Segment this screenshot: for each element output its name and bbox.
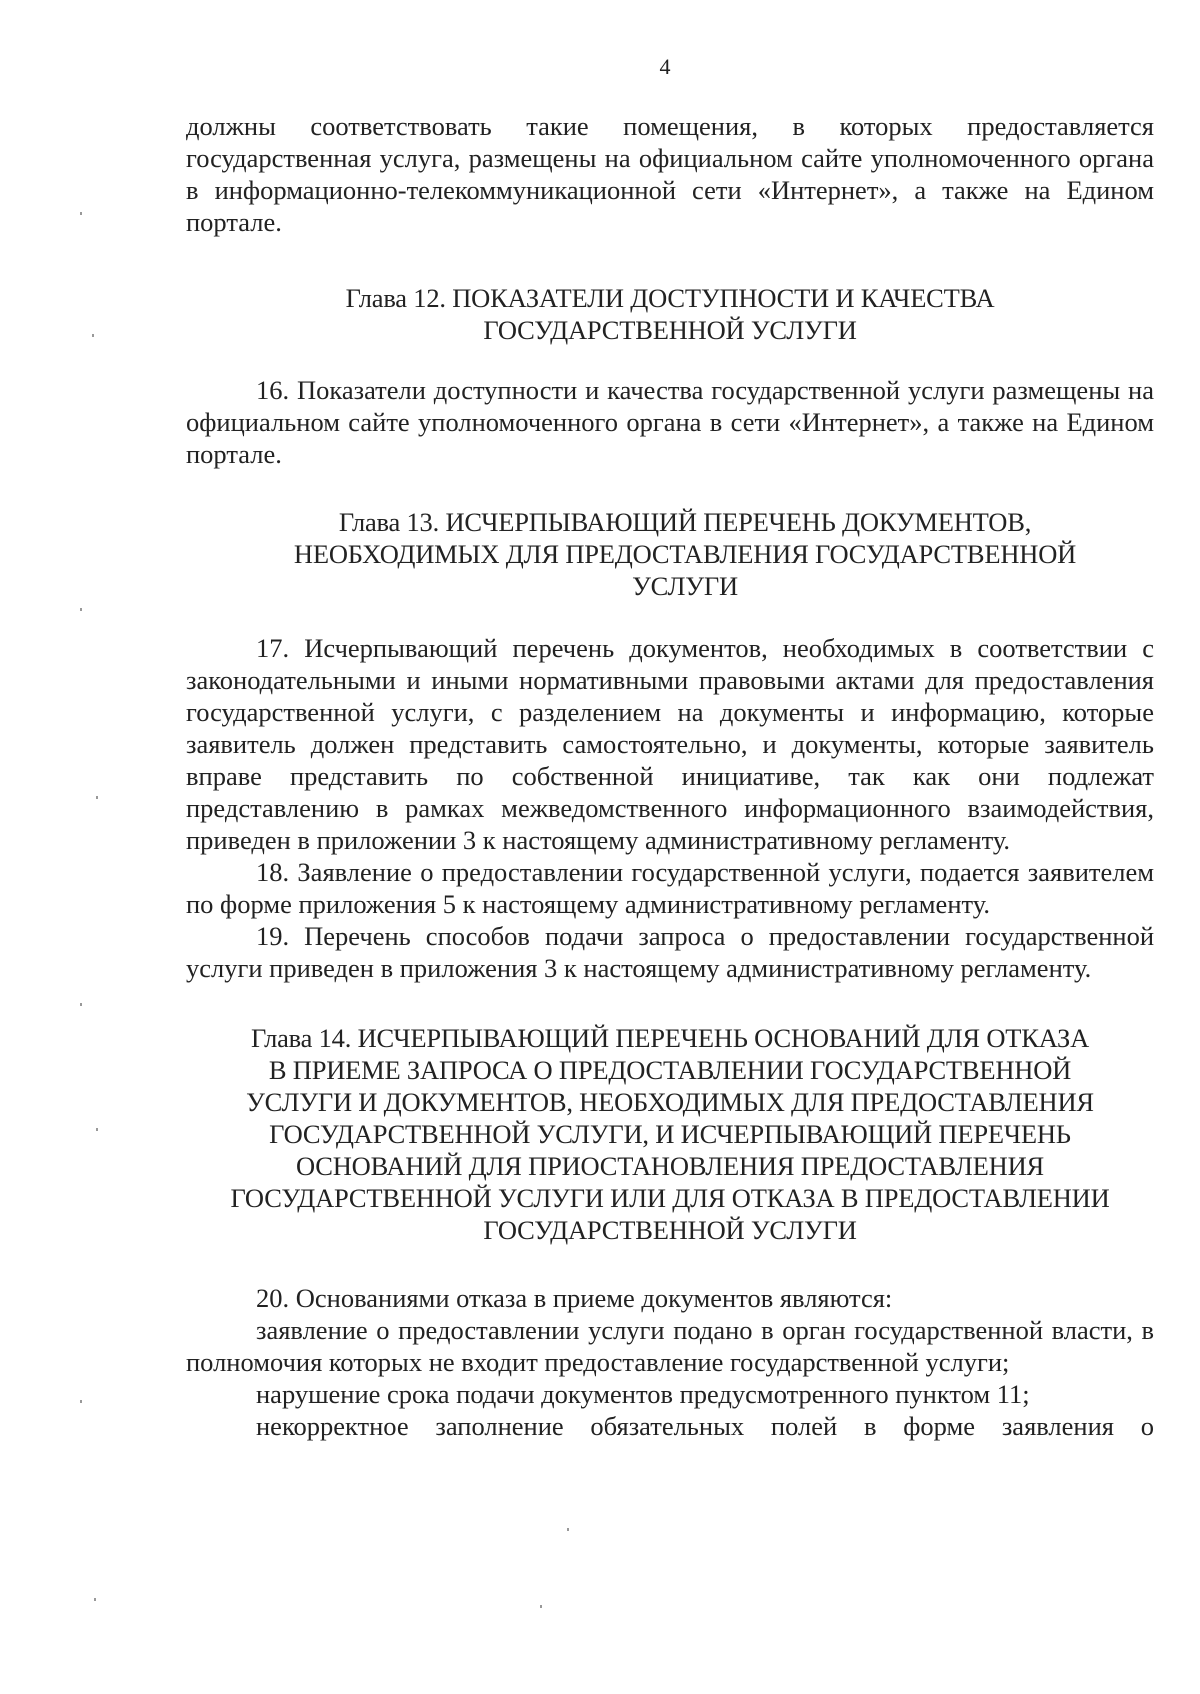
chapter-14-title-line: Глава 14. ИСЧЕРПЫВАЮЩИЙ ПЕРЕЧЕНЬ ОСНОВАНИЙ ДЛЯ ОТКАЗА (250, 1023, 1090, 1053)
page-number: 4 (659, 54, 671, 79)
paragraph-20-item: нарушение срока подачи документов предусмотренного пунктом 11; (256, 1379, 1030, 1409)
chapter-14-title-line: ГОСУДАРСТВЕННОЙ УСЛУГИ, И ИСЧЕРПЫВАЮЩИЙ ПЕРЕЧЕНЬ (269, 1119, 1071, 1149)
scan-speck (567, 1528, 569, 1531)
document-body (186, 110, 1154, 1442)
intro-paragraph: должны соответствовать такие помещения, в которых предоставляется государственная услуга, размещены на официальном сайте уполномоченного органа в информационно-телекоммуникационной сети «Интернет», а также на Едином портале. (186, 111, 1154, 237)
chapter-12-heading (186, 282, 1154, 346)
scan-speck (80, 212, 82, 215)
paragraph-20-item: некорректное заполнение обязательных полей в форме заявления о (256, 1411, 1154, 1441)
paragraph-20-item: заявление о предоставлении услуги подано в орган государственной власти, в полномочия которых не входит предоставление государственной услуги; (186, 1315, 1154, 1377)
chapter-14-title-line: В ПРИЕМЕ ЗАПРОСА О ПРЕДОСТАВЛЕНИИ ГОСУДАРСТВЕННОЙ (268, 1055, 1072, 1085)
paragraph-18: 18. Заявление о предоставлении государственной услуги, подается заявителем по форме приложения 5 к настоящему административному регламенту. (186, 857, 1154, 919)
paragraph-16: 16. Показатели доступности и качества государственной услуги размещены на официальном сайте уполномоченного органа в сети «Интернет», а также на Едином портале. (186, 375, 1154, 469)
scan-speck (540, 1605, 542, 1608)
scan-speck (80, 608, 82, 611)
chapter-13-title-line: Глава 13. ИСЧЕРПЫВАЮЩИЙ ПЕРЕЧЕНЬ ДОКУМЕНТОВ, (338, 507, 1032, 537)
chapter-12-title-line: ГОСУДАРСТВЕННОЙ УСЛУГИ (483, 315, 857, 345)
scan-speck (96, 1128, 98, 1131)
chapter-13-title-line: НЕОБХОДИМЫХ ДЛЯ ПРЕДОСТАВЛЕНИЯ ГОСУДАРСТВЕННОЙ (293, 539, 1077, 569)
chapter-14-title-line: ОСНОВАНИЙ ДЛЯ ПРИОСТАНОВЛЕНИЯ ПРЕДОСТАВЛЕНИЯ (295, 1151, 1045, 1181)
paragraph-17: 17. Исчерпывающий перечень документов, необходимых в соответствии с законодательными и иными нормативными правовыми актами для предоставления государственной услуги, с разделением на документы и информацию, которые заявитель должен представить самостоятельно, и документы, которые заявитель вправе представить по собственной инициативе, так как они подлежат представлению в рамках межведомственного информационного взаимодействия, приведен в приложении 3 к настоящему административному регламенту. (186, 633, 1154, 855)
scan-speck (94, 1598, 96, 1601)
chapter-14-title-line: ГОСУДАРСТВЕННОЙ УСЛУГИ (483, 1215, 857, 1245)
paragraph-19: 19. Перечень способов подачи запроса о предоставлении государственной услуги приведен в приложения 3 к настоящему административному регламенту. (186, 921, 1154, 983)
scan-speck (80, 1003, 82, 1006)
scan-speck (80, 1400, 82, 1403)
scan-speck (96, 796, 98, 799)
paragraph-20: 20. Основаниями отказа в приеме документов являются: (256, 1283, 893, 1313)
chapter-14-title-line: УСЛУГИ И ДОКУМЕНТОВ, НЕОБХОДИМЫХ ДЛЯ ПРЕДОСТАВЛЕНИЯ (246, 1087, 1094, 1117)
chapter-12-title-line: Глава 12. ПОКАЗАТЕЛИ ДОСТУПНОСТИ И КАЧЕСТВА (345, 283, 995, 313)
chapter-13-title-line: УСЛУГИ (632, 571, 738, 601)
chapter-14-title-line: ГОСУДАРСТВЕННОЙ УСЛУГИ ИЛИ ДЛЯ ОТКАЗА В ПРЕДОСТАВЛЕНИИ (230, 1183, 1110, 1213)
chapter-13-heading (186, 506, 1154, 602)
scan-speck (92, 334, 94, 337)
chapter-14-heading (186, 1022, 1154, 1246)
